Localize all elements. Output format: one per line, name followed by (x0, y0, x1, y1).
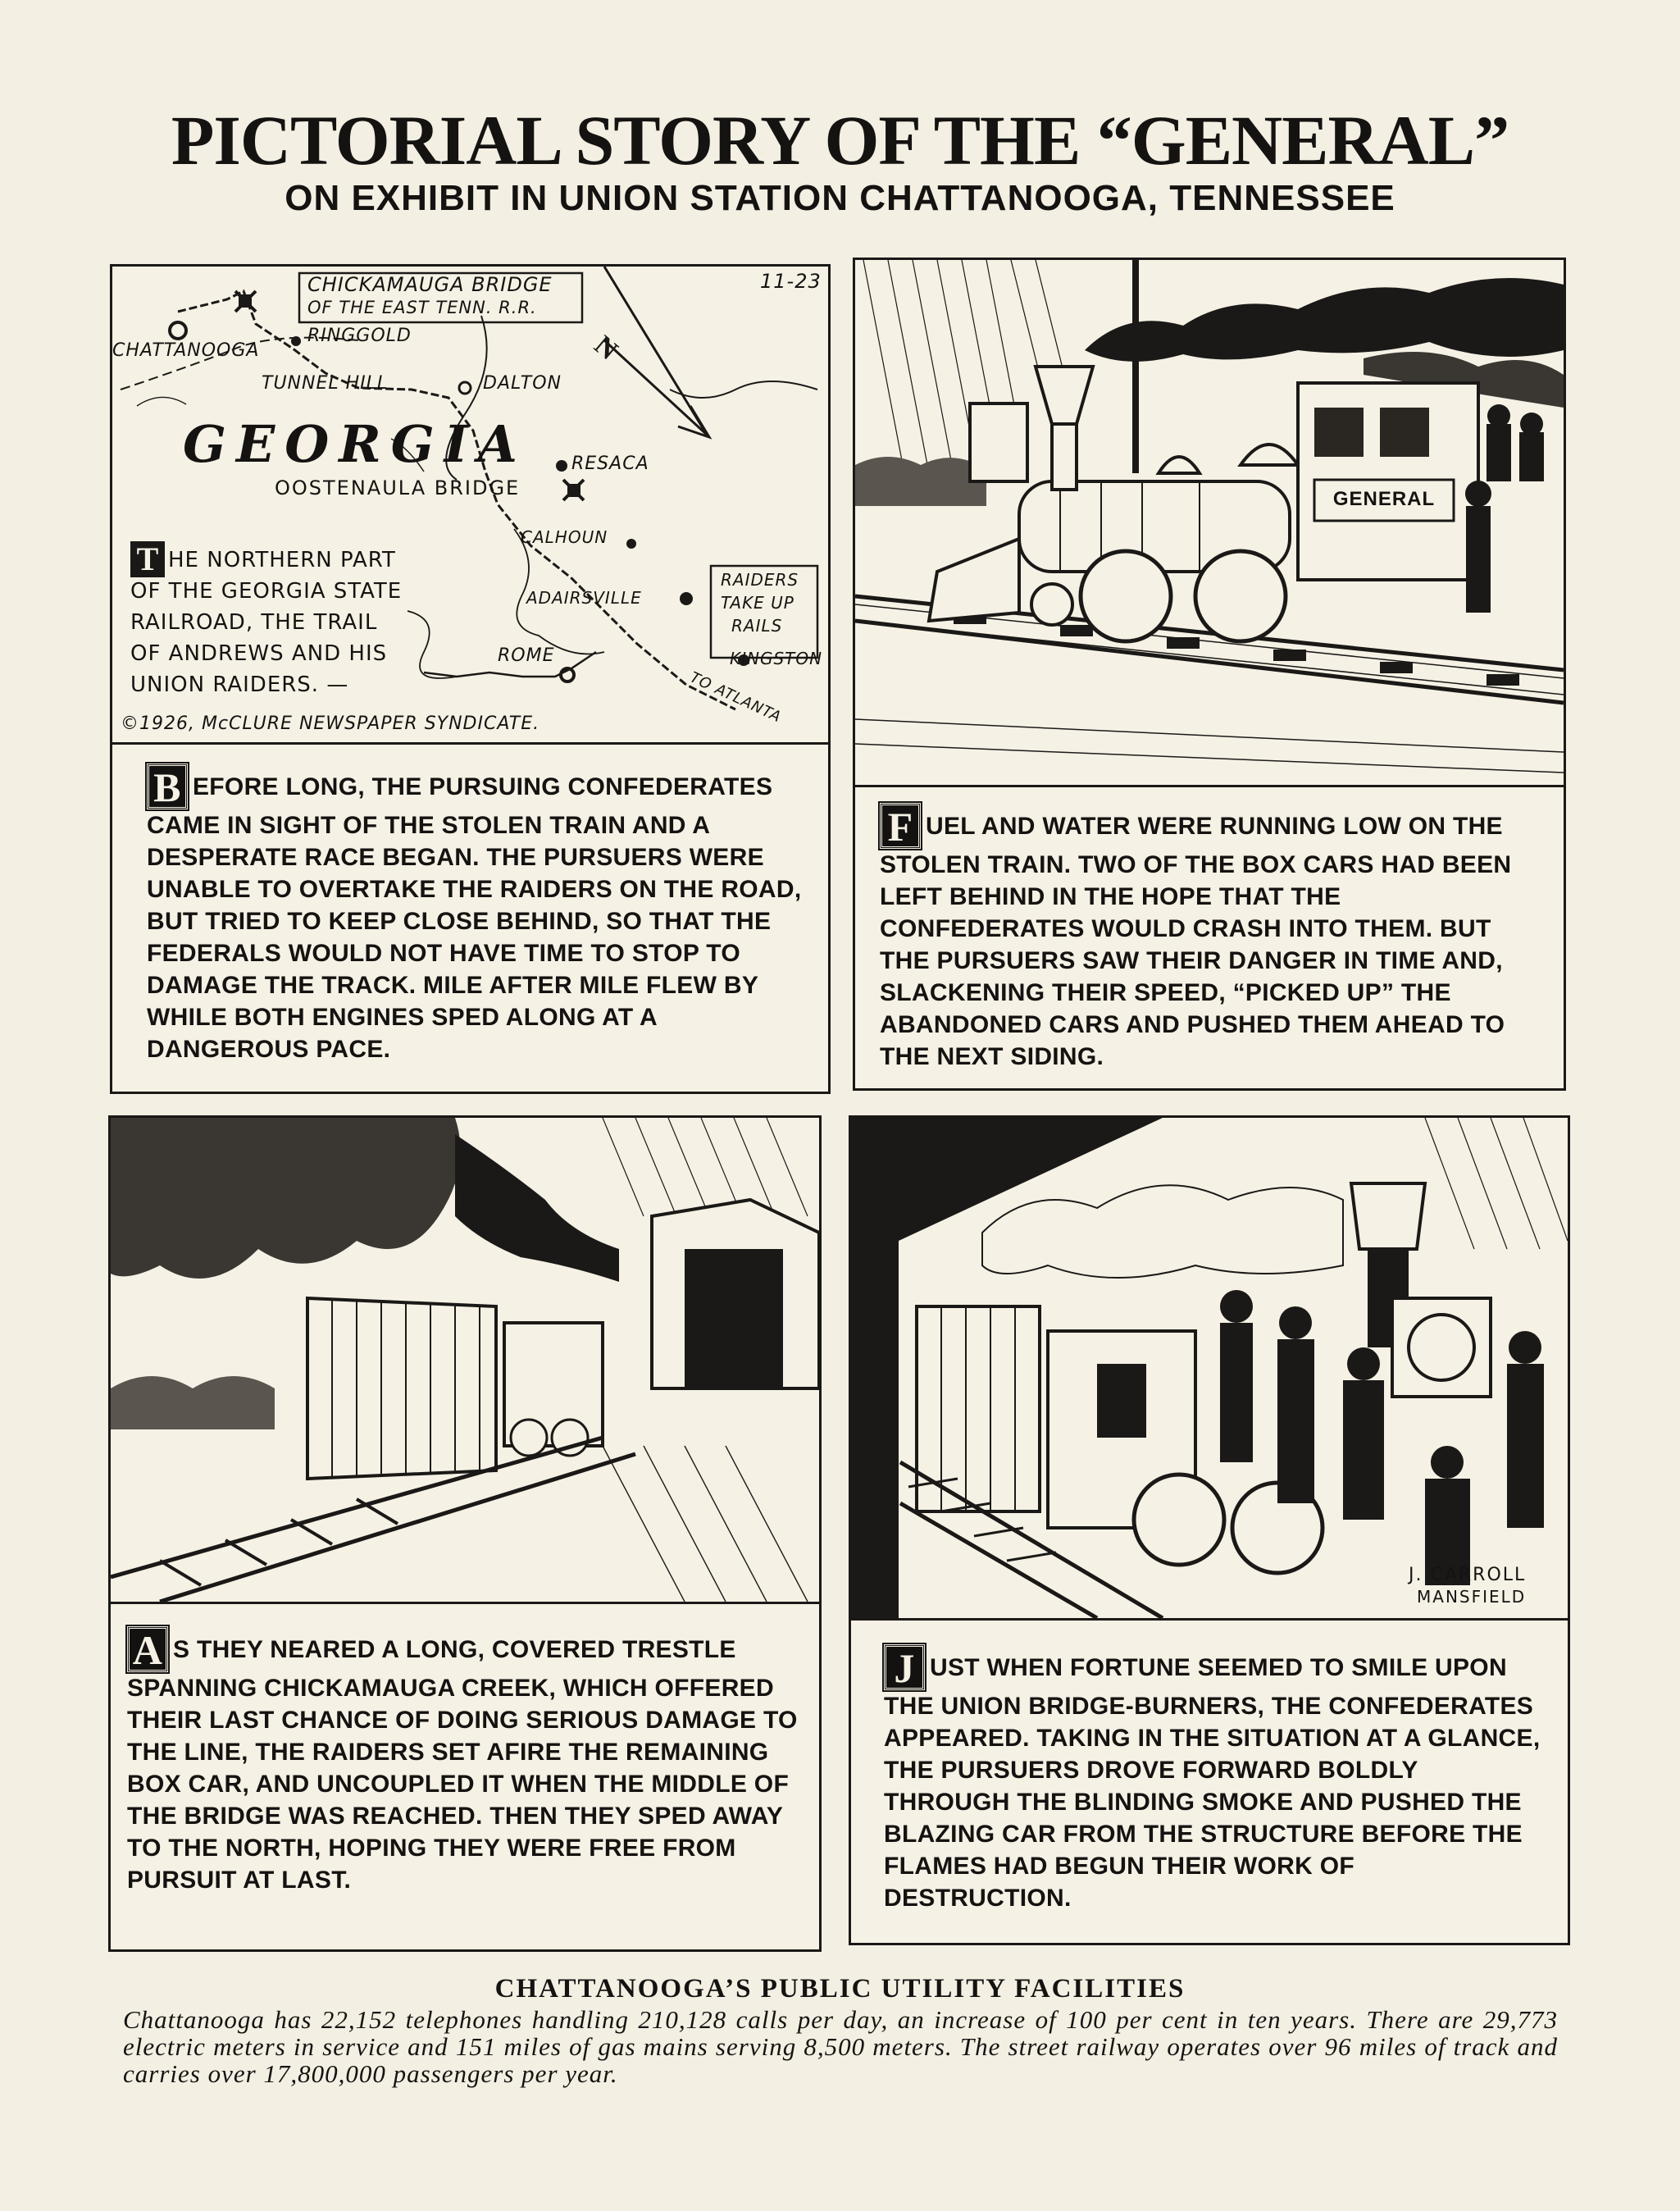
panel-divider (851, 1618, 1568, 1621)
burning-car-drawing (111, 1118, 819, 1602)
map-copyright: ©1926, McCLURE NEWSPAPER SYNDICATE. (121, 713, 540, 734)
map-label-ringgold: RINGGOLD (307, 326, 412, 346)
map-story-panel (110, 264, 831, 1094)
page-title: PICTORIAL STORY OF THE “GENERAL” (171, 101, 1509, 180)
engine-drawing (855, 260, 1564, 785)
burning-car-story-panel (108, 1115, 822, 1952)
engine-story-panel (853, 258, 1566, 1091)
map-label-resaca: RESACA (571, 454, 649, 474)
engine-nameplate: GENERAL (1332, 488, 1436, 510)
raiders-note-line1: RAIDERS (721, 570, 799, 590)
utility-paragraph: Chattanooga has 22,152 telephones handling 210,128 calls per day, an increase of 100 per cent in ten years. There are 29,773 electric meters in service and 151 miles of gas mains serving 8,500 meters. The street railway operates over 96 miles of track and carries over 17,800,000 passengers per year. (123, 2005, 1558, 2088)
story-1-text: EFORE LONG, THE PURSUING CONFEDERATES CAME IN SIGHT OF THE STOLEN TRAIN AND A DESPERATE RACE BEGAN. THE PURSUERS WERE UNABLE TO OVERTAKE THE RAIDERS ON THE ROAD, BUT TRIED TO KEEP CLOSE BEHIND, SO THAT THE FEDERALS WOULD NOT HAVE TIME TO STOP TO DAMAGE THE TRACK. MILE AFTER MILE FLEW BY WHILE BOTH ENGINES SPED ALONG AT A DANGEROUS PACE. (147, 773, 802, 1063)
story-2-initial: F (880, 803, 921, 849)
map-date: 11-23 (760, 270, 822, 293)
map-caption-initial: T (136, 540, 159, 577)
svg-text:N: N (588, 330, 624, 367)
artist-signature-line2: MANSFIELD (1417, 1587, 1527, 1607)
map-drawing (112, 267, 828, 742)
panel-divider (855, 785, 1564, 787)
general-engine-illustration (855, 260, 1564, 785)
raiders-note-line2: TAKE UP (721, 593, 794, 613)
panel-divider (112, 742, 828, 745)
map-caption-line2: OF THE GEORGIA STATE (130, 579, 403, 604)
story-2 (880, 803, 1544, 1073)
bridge-label-line2: OF THE EAST TENN. R.R. (307, 298, 537, 317)
map-caption-line5: UNION RAIDERS. — (130, 672, 349, 697)
story-2-text: UEL AND WATER WERE RUNNING LOW ON THE STOLEN TRAIN. TWO OF THE BOX CARS HAD BEEN LEFT BEHIND IN THE HOPE THAT THE CONFEDERATES WOULD CRASH INTO THEM. BUT THE PURSUERS SAW THEIR DANGER IN TIME AND, SLACKENING THEIR SPEED, “PICKED UP” THE ABANDONED CARS AND PUSHED THEM AHEAD TO THE NEXT SIDING. (880, 813, 1512, 1070)
raiders-note-line3: RAILS (731, 616, 783, 636)
map-caption-line4: OF ANDREWS AND HIS (130, 641, 388, 666)
map-caption-line3: RAILROAD, THE TRAIL (130, 610, 378, 635)
panel-divider (111, 1602, 819, 1604)
burning-boxcar-illustration (111, 1118, 819, 1602)
map-label-kingston: KINGSTON (730, 649, 823, 668)
map-label-tunnel-hill: TUNNEL HILL (262, 373, 389, 394)
map-label-dalton: DALTON (483, 373, 562, 394)
story-4-initial: J (884, 1644, 925, 1690)
map-label-chattanooga: CHATTANOOGA (112, 340, 260, 361)
map-label-rome: ROME (498, 645, 555, 666)
map-caption-line1: HE NORTHERN PART (168, 548, 396, 572)
utility-heading: CHATTANOOGA’S PUBLIC UTILITY FACILITIES (494, 1974, 1186, 2004)
railroad-map (112, 267, 828, 742)
bridge-label-line1: CHICKAMAUGA BRIDGE (307, 273, 553, 296)
page-subtitle: ON EXHIBIT IN UNION STATION CHATTANOOGA, TENNESSEE (285, 178, 1395, 218)
map-label-oostenaula: OOSTENAULA BRIDGE (275, 476, 521, 499)
story-3-text: S THEY NEARED A LONG, COVERED TRESTLE SPANNING CHICKAMAUGA CREEK, WHICH OFFERED THEIR LAST CHANCE OF DOING SERIOUS DAMAGE TO THE LINE, THE RAIDERS SET AFIRE THE REMAINING BOX CAR, AND UNCOUPLED IT WHEN THE MIDDLE OF THE BRIDGE WAS REACHED. THEN THEY SPED AWAY TO THE NORTH, HOPING THEY WERE FREE FROM PURSUIT AT LAST. (127, 1636, 798, 1894)
story-3-initial: A (127, 1626, 168, 1672)
story-4 (884, 1644, 1548, 1914)
story-1-initial: B (147, 764, 188, 809)
story-1 (147, 764, 803, 1065)
map-state-name: GEORGIA (183, 414, 527, 474)
story-3 (127, 1626, 804, 1896)
map-label-to-atlanta: TO ATLANTA (687, 668, 785, 727)
map-label-calhoun: CALHOUN (521, 527, 608, 547)
story-4-text: UST WHEN FORTUNE SEEMED TO SMILE UPON THE UNION BRIDGE-BURNERS, THE CONFEDERATES APPEARED. TAKING IN THE SITUATION AT A GLANCE, THE PURSUERS DROVE FORWARD BOLDLY THROUGH THE BLINDING SMOKE AND PUSHED THE BLAZING CAR FROM THE STRUCTURE BEFORE THE FLAMES HAD BEGUN THEIR WORK OF DESTRUCTION. (884, 1654, 1541, 1912)
confederates-drawing (851, 1118, 1568, 1618)
artist-signature-line1: J. CARROLL (1409, 1565, 1527, 1585)
confederates-story-panel (849, 1115, 1570, 1945)
map-label-adairsville: ADAIRSVILLE (526, 588, 642, 608)
confederates-illustration (851, 1118, 1568, 1618)
